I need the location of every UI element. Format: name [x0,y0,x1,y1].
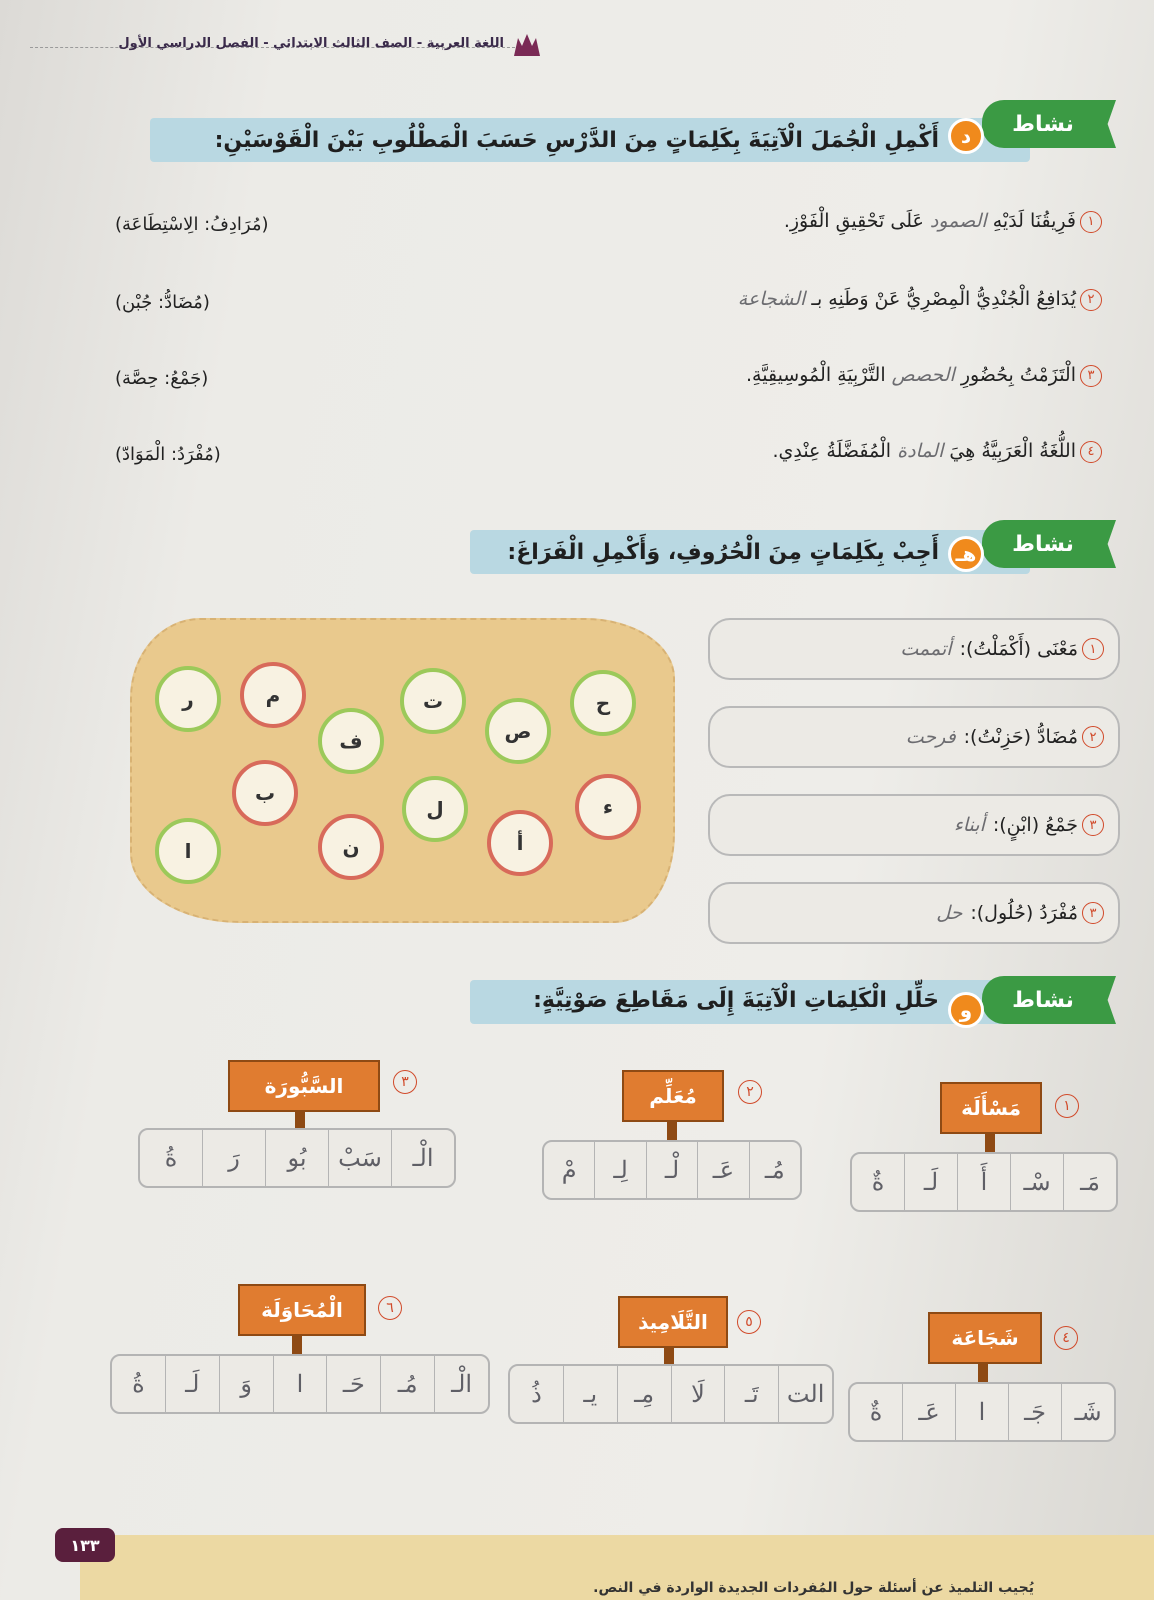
syllable-cell[interactable]: مِـ [617,1366,671,1422]
activity-d-title: أَكْمِلِ الْجُمَلَ الْآتِيَةَ بِكَلِمَاتٍ مِنَ الدَّرْسِ حَسَبَ الْمَطْلُوبِ بَيْنَ الْقَوْسَيْنِ: [214,128,939,153]
syllable-cell[interactable]: بُو [265,1130,328,1186]
syllable-cell[interactable]: ةٌ [869,1398,883,1426]
sentence-number: ٢ [1080,289,1102,311]
answer-row-3 [708,794,1120,856]
word-sign: السَّبُّورَة [228,1060,380,1112]
letter-bubble: أ [487,810,553,876]
page-header: اللغة العربية - الصف الثالث الابتدائي - الفصل الدراسي الأول [118,36,504,51]
syllable-cell[interactable]: سَبْ [328,1130,391,1186]
handwritten-answer[interactable]: المادة [897,440,944,462]
syllable-box [848,1382,1116,1442]
item-number: ٢ [1082,726,1104,748]
handwritten-answer[interactable]: الصمود [929,210,987,232]
syllable-cell[interactable]: ذُ [531,1380,542,1408]
syllable-cell[interactable]: لَـ [904,1154,957,1210]
syllable-box [138,1128,456,1188]
syllable-box [110,1354,490,1414]
syllable-cell[interactable]: أَ [957,1154,1010,1210]
syllable-cell[interactable]: ا [273,1356,327,1412]
hands-logo-icon [510,32,544,58]
sentence-text: يُدَافِعُ الْجُنْدِيُّ الْمِصْرِيُّ عَنْ وَطَنِهِ بـ [811,288,1076,310]
sentence-number: ٤ [1080,441,1102,463]
sentence-text: التَّرْبِيَةِ الْمُوسِيقِيَّةِ. [746,364,886,386]
syllable-cell[interactable]: شَـ [1061,1384,1114,1440]
answer-row-1 [708,618,1120,680]
sentence-number: ٣ [1080,365,1102,387]
letter-bubble: ت [400,668,466,734]
word-number: ٦ [378,1296,402,1320]
sentence-text: اللُّغَةُ الْعَرَبِيَّةُ هِيَ [949,440,1076,462]
letter-bubble: ر [155,666,221,732]
syllable-cell[interactable]: سْـ [1010,1154,1063,1210]
answer-label: مَعْنَى (أَكْمَلْتُ): [959,638,1078,660]
handwritten-answer[interactable]: حل [936,902,963,924]
syllable-cell[interactable]: الْـ [434,1356,488,1412]
syllable-cell[interactable]: يـ [563,1366,617,1422]
word-sign: الْمُحَاوَلَة [238,1284,366,1336]
sentence-hint: (مُضَادُّ: جُبْن) [115,292,210,313]
syllable-box [850,1152,1118,1212]
syllable-cell[interactable]: ةُ [132,1370,145,1398]
syllable-cell[interactable]: مَـ [1063,1154,1116,1210]
syllable-cell[interactable]: عَـ [697,1142,748,1198]
answer-label: مُضَادُّ (حَزِنْتُ): [963,726,1078,748]
activity-h-title: أَجِبْ بِكَلِمَاتٍ مِنَ الْحُرُوفِ، وَأَكْمِلِ الْفَرَاغَ: [507,540,939,565]
syllable-cell[interactable]: مُـ [749,1142,800,1198]
activity-d-letter: د [948,118,984,154]
sentence-hint: (مُفْرَدُ: الْمَوَادّ) [115,444,221,465]
syllable-cell[interactable]: الت [778,1366,832,1422]
answer-label: جَمْعُ (ابْنٍ): [992,814,1078,836]
syllable-cell[interactable]: رَ [202,1130,265,1186]
item-number: ١ [1082,638,1104,660]
syllable-cell[interactable]: حَـ [326,1356,380,1412]
sentence-number: ١ [1080,211,1102,233]
syllable-cell[interactable]: وَ [219,1356,273,1412]
item-number: ٣ [1082,814,1104,836]
word-sign: مُعَلِّم [622,1070,724,1122]
word-number: ٥ [737,1310,761,1334]
handwritten-answer[interactable]: أتممت [900,638,952,660]
activity-d-tag: نشاط [982,100,1104,148]
sentence-3 [746,364,1102,387]
syllable-cell[interactable]: لِـ [594,1142,645,1198]
syllable-cell[interactable]: ا [955,1384,1008,1440]
activity-h-tag: نشاط [982,520,1104,568]
sentence-text: الْمُفَضَّلَةُ عِنْدِي. [772,440,892,462]
footer-objective: يُجيب التلميذ عن أسئلة حول المُفردات الجديدة الواردة في النص. [593,1580,1034,1596]
letter-bubble: ف [318,708,384,774]
sentence-text: الْتَزَمْتُ بِحُضُورِ [960,364,1076,386]
sentence-hint: (مُرَادِفُ: الِاسْتِطَاعَة) [115,214,269,235]
sign-post [985,1134,995,1152]
word-number: ١ [1055,1094,1079,1118]
word-number: ٣ [393,1070,417,1094]
syllable-cell[interactable]: لَـ [165,1356,219,1412]
word-sign: شَجَاعَة [928,1312,1042,1364]
syllable-box [542,1140,802,1200]
letter-bubble: ل [402,776,468,842]
page-number: ١٣٣ [55,1528,115,1562]
letter-bubble: ص [485,698,551,764]
sentence-text: فَرِيقُنَا لَدَيْهِ [992,210,1076,232]
letter-bubble: ن [318,814,384,880]
syllable-cell[interactable]: لَا [671,1366,725,1422]
syllable-cell[interactable]: مُـ [380,1356,434,1412]
item-number: ٣ [1082,902,1104,924]
handwritten-answer[interactable]: الشجاعة [737,288,806,310]
activity-w-letter: و [948,992,984,1028]
answer-row-2 [708,706,1120,768]
sentence-4 [772,440,1102,463]
handwritten-answer[interactable]: فرحت [905,726,956,748]
syllable-cell[interactable]: لْـ [646,1142,697,1198]
syllable-cell[interactable]: الْـ [391,1130,454,1186]
word-sign: التَّلَامِيذ [618,1296,728,1348]
word-number: ٢ [738,1080,762,1104]
sentence-2 [738,288,1102,311]
activity-w-title: حَلِّلِ الْكَلِمَاتِ الْآتِيَةَ إِلَى مَقَاطِعَ صَوْتِيَّةٍ: [533,988,939,1013]
syllable-cell[interactable]: جَـ [1008,1384,1061,1440]
sign-post [667,1122,677,1140]
sign-post [978,1364,988,1382]
syllable-cell[interactable]: ةُ [164,1144,178,1172]
sentence-text: عَلَى تَحْقِيقِ الْفَوْزِ. [783,210,924,232]
word-number: ٤ [1054,1326,1078,1350]
sign-post [292,1336,302,1354]
answer-label: مُفْرَدُ (حُلُول): [970,902,1078,924]
syllable-cell[interactable]: ةٌ [871,1168,885,1196]
activity-w-tag: نشاط [982,976,1104,1024]
letter-bubble: ا [155,818,221,884]
letter-bubble: ح [570,670,636,736]
letter-bubble: م [240,662,306,728]
handwritten-answer[interactable]: الحصص [891,364,955,386]
letters-board [130,618,675,923]
sentence-1 [784,210,1102,233]
handwritten-answer[interactable]: أبناء [953,814,985,836]
letter-bubble: ب [232,760,298,826]
sentence-hint: (جَمْعُ: حِصَّة) [115,368,209,389]
answer-row-4 [708,882,1120,944]
activity-h-letter: هـ [948,536,984,572]
syllable-box [508,1364,834,1424]
word-sign: مَسْأَلَة [940,1082,1042,1134]
letter-bubble: ء [575,774,641,840]
syllable-cell[interactable]: تَـ [724,1366,778,1422]
syllable-cell[interactable]: مْ [561,1156,577,1184]
syllable-cell[interactable]: عَـ [902,1384,955,1440]
